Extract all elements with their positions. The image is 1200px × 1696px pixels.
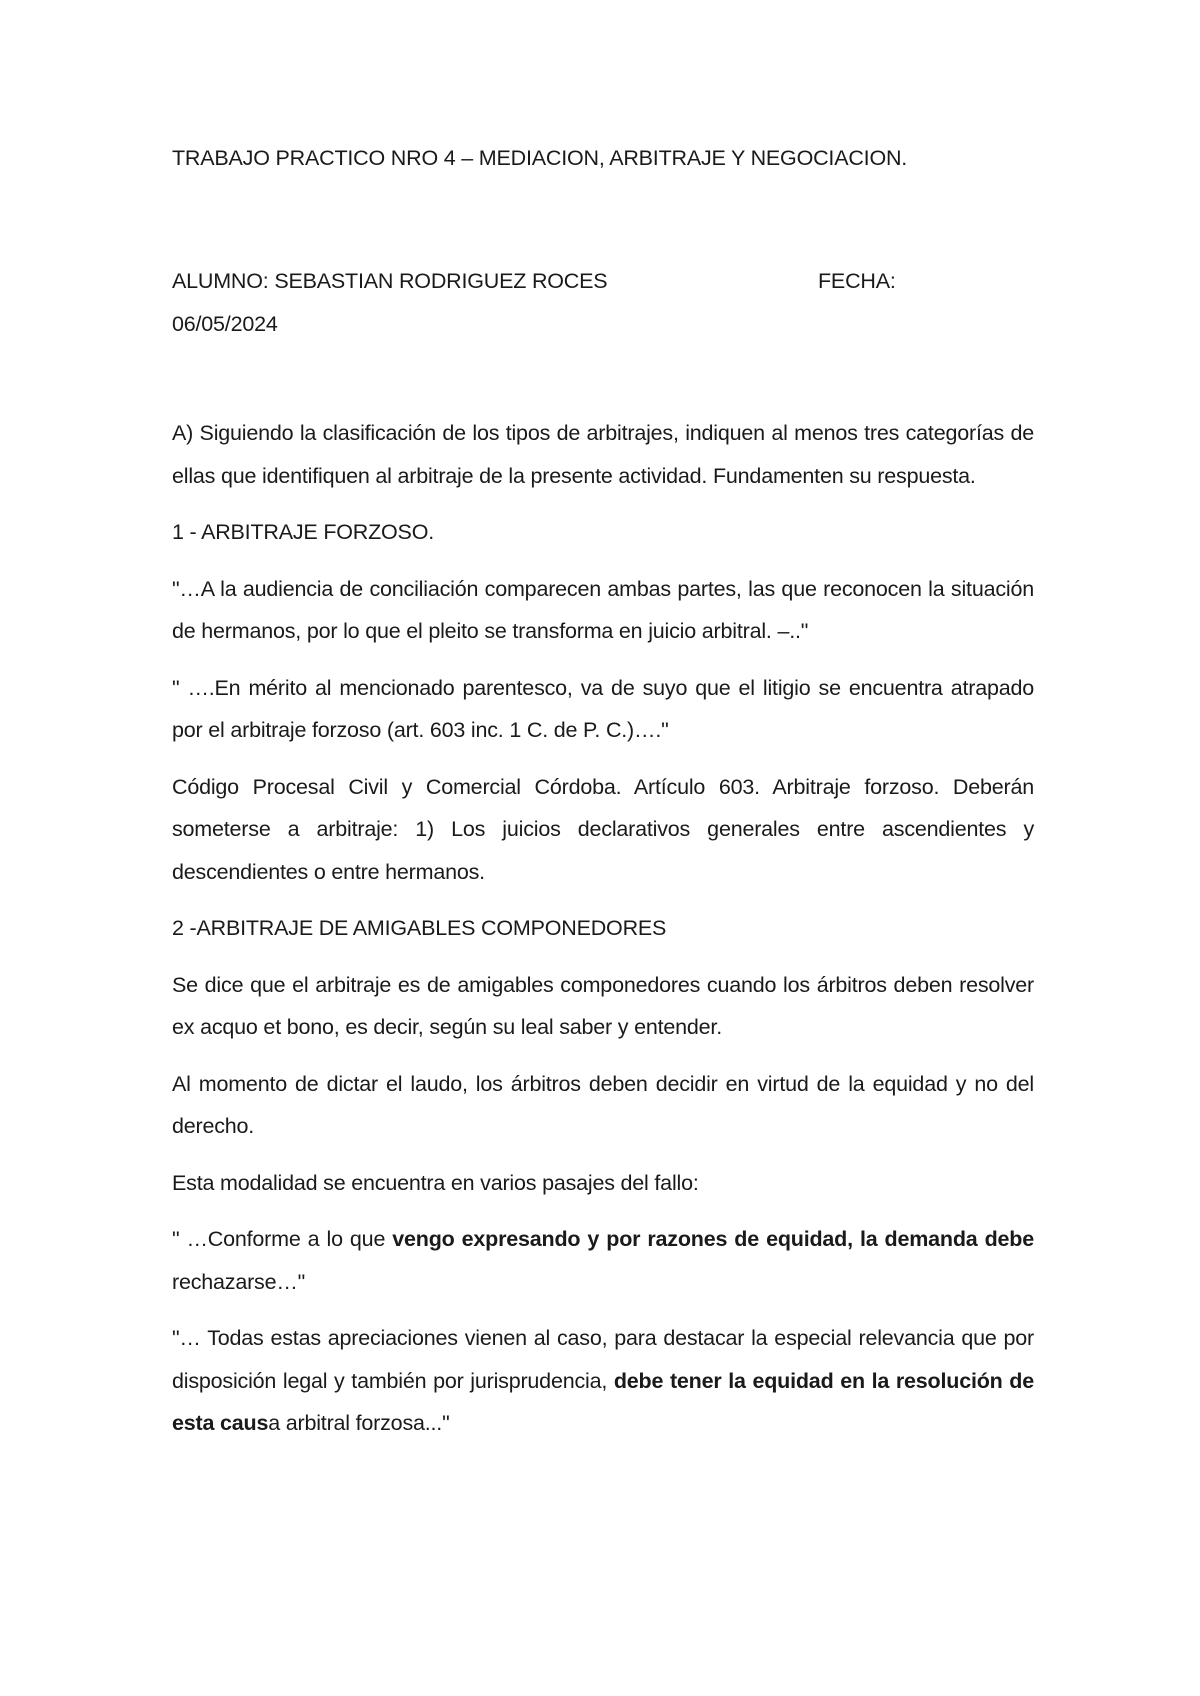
quote-3-bold: vengo expresando y por razones de equidad, la demanda debe	[392, 1227, 1034, 1251]
quote-paragraph-3	[172, 1218, 1034, 1303]
date-value: 06/05/2024	[172, 312, 278, 336]
code-paragraph: Código Procesal Civil y Comercial Córdoba. Artículo 603. Arbitraje forzoso. Deberán someterse a arbitraje: 1) Los juicios declarativos generales entre ascendientes y descendientes o entre hermanos.	[172, 774, 1034, 884]
date-label: FECHA:	[818, 269, 896, 293]
quote-paragraph-4	[172, 1317, 1034, 1445]
quote-3-end: rechazarse…"	[172, 1269, 306, 1294]
quote-paragraph-1: "…A la audiencia de conciliación comparecen ambas partes, las que reconocen la situación de hermanos, por lo que el pleito se transforma en juicio arbitral. –.."	[172, 576, 1034, 643]
section-heading-amigables: 2 -ARBITRAJE DE AMIGABLES COMPONEDORES	[172, 916, 667, 940]
laudo-paragraph: Al momento de dictar el laudo, los árbitros deben decidir en virtud de la equidad y no del derecho.	[172, 1071, 1034, 1138]
definition-paragraph: Se dice que el arbitraje es de amigables componedores cuando los árbitros deben resolver ex acquo et bono, es decir, según su leal saber y entender.	[172, 972, 1034, 1039]
quote-3-start: " …Conforme a lo que	[172, 1227, 393, 1251]
student-line	[172, 260, 1034, 303]
quote-4-bold: debe tener la equidad en la resolución de esta caus	[172, 1368, 1034, 1435]
section-heading-forzoso: 1 - ARBITRAJE FORZOSO.	[172, 520, 434, 544]
quote-paragraph-2: " ….En mérito al mencionado parentesco, va de suyo que el litigio se encuentra atrapado por el arbitraje forzoso (art. 603 inc. 1 C. de P. C.)…."	[172, 675, 1034, 742]
modalidad-paragraph: Esta modalidad se encuentra en varios pasajes del fallo:	[172, 1170, 699, 1195]
quote-4-start: "… Todas estas apreciaciones vienen al caso, para destacar la especial relevancia que por disposición legal y también por jurisprudencia,	[172, 1326, 1034, 1393]
question-paragraph: A) Siguiendo la clasificación de los tipos de arbitrajes, indiquen al menos tres categorías de ellas que identifiquen al arbitraje de la presente actividad. Fundamenten su respuesta.	[172, 421, 1034, 488]
document-title: TRABAJO PRACTICO NRO 4 – MEDIACION, ARBITRAJE Y NEGOCIACION.	[172, 146, 908, 170]
student-header	[172, 260, 1034, 346]
document-body	[172, 412, 1034, 1459]
quote-4-end: a arbitral forzosa..."	[268, 1411, 450, 1435]
student-name: ALUMNO: SEBASTIAN RODRIGUEZ ROCES	[172, 269, 608, 293]
